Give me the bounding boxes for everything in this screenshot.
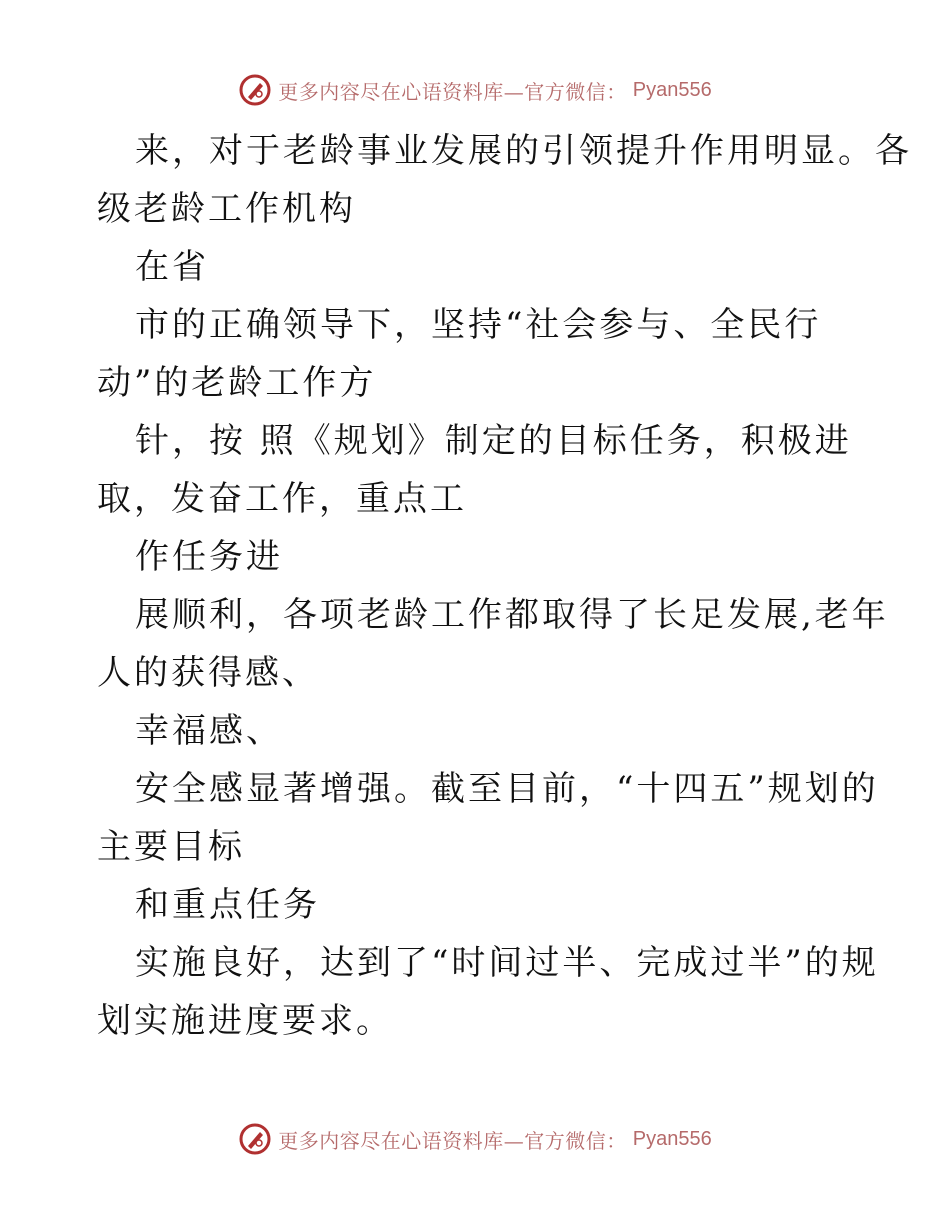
text-line: 和重点任务 [135,885,320,925]
text-line: 安全感显著增强。截至目前，“十四五”规划的 [135,769,879,809]
text-line: 主要目标 [97,827,245,867]
text-line: 动”的老龄工作方 [97,363,377,403]
text-line: 人的获得感、 [97,653,319,693]
text-line: 在省 [135,247,209,287]
text-line: 级老龄工作机构 [97,189,356,229]
text-line: 划实施进度要求。 [97,1001,393,1041]
text-line: 来，对于老龄事业发展的引领提升作用明显。各 [135,131,912,171]
text-line: 幸福感、 [135,711,283,751]
text-line: 作任务进 [135,537,283,577]
header-watermark [0,70,950,110]
watermark-text: 更多内容尽在心语资料库—官方微信： [278,1128,627,1153]
text-line: 针，按 照《规划》制定的目标任务，积极进 [135,421,852,461]
document-body [97,122,912,1050]
pen-logo-icon [238,1122,272,1156]
text-line: 实施良好，达到了“时间过半、完成过半”的规 [135,943,879,983]
text-line: 展顺利，各项老龄工作都取得了长足发展,老年 [135,595,889,635]
text-line: 取，发奋工作，重点工 [97,479,467,519]
watermark-text: 更多内容尽在心语资料库—官方微信： [278,79,627,104]
watermark-wechat-id: Pyan556 [632,78,712,101]
pen-logo-icon [238,73,272,107]
watermark-wechat-id: Pyan556 [632,1127,712,1150]
footer-watermark [0,1119,950,1159]
text-line: 市的正确领导下，坚持“社会参与、全民行 [135,305,822,345]
